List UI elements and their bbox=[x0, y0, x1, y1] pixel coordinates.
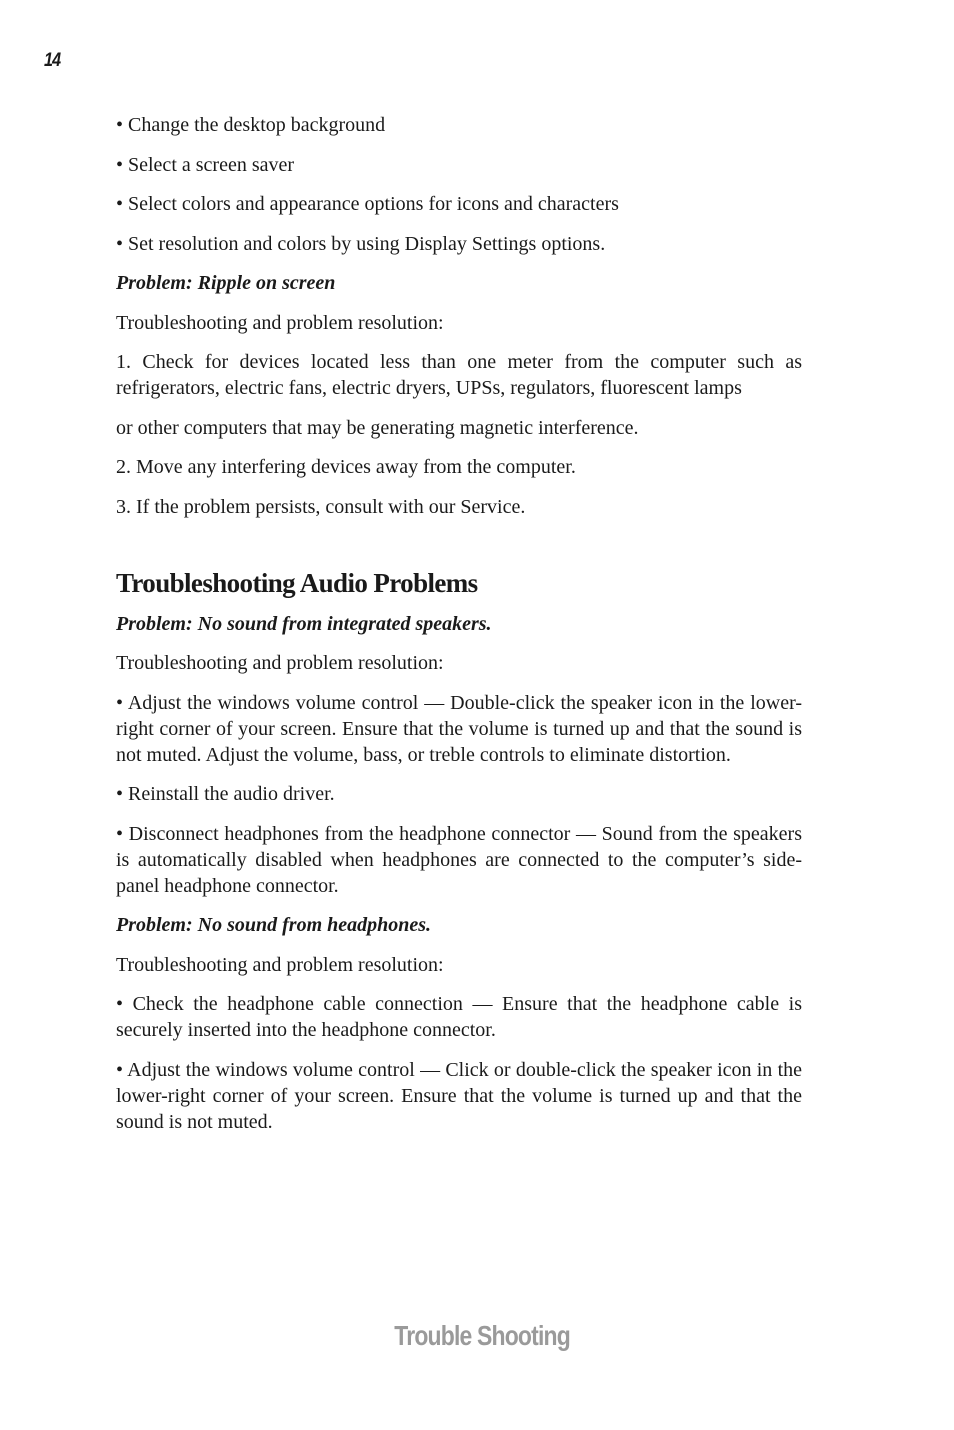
list-item: • Select colors and appearance options for icons and characters bbox=[116, 193, 619, 215]
list-item: • Select a screen saver bbox=[116, 153, 295, 176]
section-heading-audio: Troubleshooting Audio Problems bbox=[116, 567, 478, 598]
problem-heading-ripple: Problem: Ripple on screen bbox=[116, 272, 336, 294]
page-body bbox=[116, 112, 802, 1148]
list-item: • Disconnect headphones from the headphone connector — Sound from the speakers is automatically disabled when headphones are connected to the computer’s side-panel headphone connector. bbox=[116, 822, 802, 897]
footer-title-text: Trouble Shooting bbox=[394, 1320, 570, 1351]
list-item: • Change the desktop background bbox=[116, 114, 386, 136]
resolution-step-2: 2. Move any interfering devices away from the computer. bbox=[116, 456, 576, 478]
list-item: • Adjust the windows volume control — Click or double-click the speaker icon in the lower-right corner of your screen. Ensure that the volume is turned up and that the sound is not muted. bbox=[116, 1058, 802, 1133]
resolution-intro: Troubleshooting and problem resolution: bbox=[116, 953, 444, 976]
list-item: • Set resolution and colors by using Display Settings options. bbox=[116, 232, 606, 255]
problem-heading-speakers: Problem: No sound from integrated speakers. bbox=[116, 612, 492, 635]
resolution-step-1: 1. Check for devices located less than one meter from the computer such as refrigerators, electric fans, electric dryers, UPSs, regulators, fluorescent lamps bbox=[116, 351, 802, 399]
page-number: 14 bbox=[44, 50, 61, 71]
resolution-intro: Troubleshooting and problem resolution: bbox=[116, 311, 444, 334]
resolution-step-1-continued: or other computers that may be generating magnetic interference. bbox=[116, 416, 639, 439]
list-item: • Check the headphone cable connection — Ensure that the headphone cable is securely inserted into the headphone connector. bbox=[116, 993, 802, 1041]
footer-title bbox=[0, 1320, 954, 1352]
problem-heading-headphones: Problem: No sound from headphones. bbox=[116, 914, 432, 936]
resolution-intro: Troubleshooting and problem resolution: bbox=[116, 652, 444, 674]
list-item: • Adjust the windows volume control — Double-click the speaker icon in the lower-right corner of your screen. Ensure that the volume is turned up and that the sound is not muted. Adjust the volume, bass, or treble controls to eliminate distortion. bbox=[116, 691, 802, 766]
list-item: • Reinstall the audio driver. bbox=[116, 783, 335, 805]
resolution-step-3: 3. If the problem persists, consult with our Service. bbox=[116, 495, 526, 518]
